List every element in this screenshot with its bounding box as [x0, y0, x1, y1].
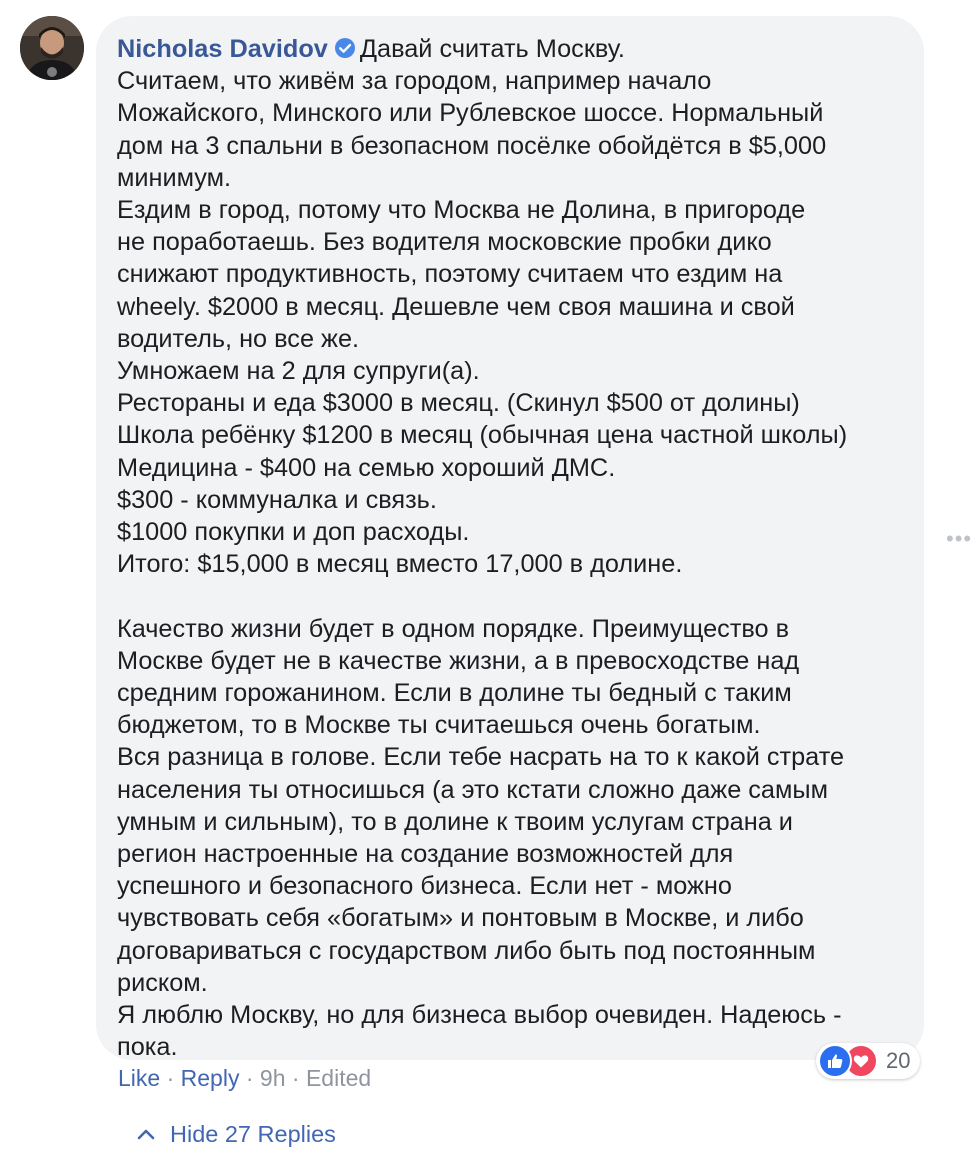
edited-label[interactable]: Edited [305, 1065, 372, 1091]
avatar-photo [20, 16, 84, 80]
comment-bubble [96, 16, 924, 1060]
hide-replies-link[interactable] [136, 1118, 336, 1150]
like-reaction-icon [818, 1044, 852, 1078]
reply-link[interactable]: Reply [180, 1065, 240, 1091]
author-avatar[interactable] [20, 16, 84, 80]
comment-actions [118, 1062, 371, 1094]
comment-first-line: Давай считать Москву. [359, 35, 625, 63]
comment-timestamp[interactable]: 9h [259, 1065, 286, 1091]
action-separator: · [285, 1065, 306, 1091]
comment-body: Считаем, что живём за городом, например начало Можайского, Минского или Рублевское шоссе. Нормальный дом на 3 спальни в безопасном посёлке обойдётся в $5,000 минимум. Ездим в город, потому что Москва не Долина, в пригороде не поработаешь. Без водителя московские пробки дико снижают продуктивность, поэтому считаем что ездим на wheely. $2000 в месяц. Дешевле чем своя машина и свой водитель, но все же. Умножаем на 2 для супруги(а). Рестораны и еда $3000 в месяц. (Скинул $500 от долины) Школа ребёнку $1200 в месяц (обычная цена частной школы) Медицина - $400 на семью хороший ДМС. $300 - коммуналка и связь. $1000 покупки и доп расходы. Итого: $15,000 в месяц вместо 17,000 в долине. Качество жизни будет в одном порядке. Преимущество в Москве будет не в качестве жизни, а в превосходстве над средним горожанином. Если в долине ты бедный с таким бюджетом, то в Москве ты считаешься очень богатым. Вся разница в голове. Если тебе насрать на то к какой страте населения ты относишься (а это кстати сложно даже самым умным и сильным), то в долине к твоим услугам страна и регион настроенные на создание возможностей для успешного и безопасного бизнеса. Если нет - можно чувствовать себя «богатым» и понтовым в Москве, и либо договариваться с государством либо быть под постоянным риском. Я люблю Москву, но для бизнеса выбор очевиден. Надеюсь - пока. [117, 67, 848, 1062]
like-link[interactable]: Like [118, 1065, 161, 1091]
action-separator: · [160, 1065, 181, 1091]
verified-badge-icon [334, 37, 356, 59]
reactions-summary[interactable] [816, 1043, 920, 1079]
chevron-up-icon [136, 1127, 156, 1141]
comment-text [117, 33, 904, 1064]
hide-replies-label: Hide 27 Replies [170, 1121, 336, 1147]
more-options-icon[interactable]: ••• [946, 526, 973, 551]
reaction-count: 20 [886, 1048, 911, 1073]
action-separator: · [239, 1065, 260, 1091]
comment-author-name[interactable]: Nicholas Davidov [117, 35, 328, 63]
